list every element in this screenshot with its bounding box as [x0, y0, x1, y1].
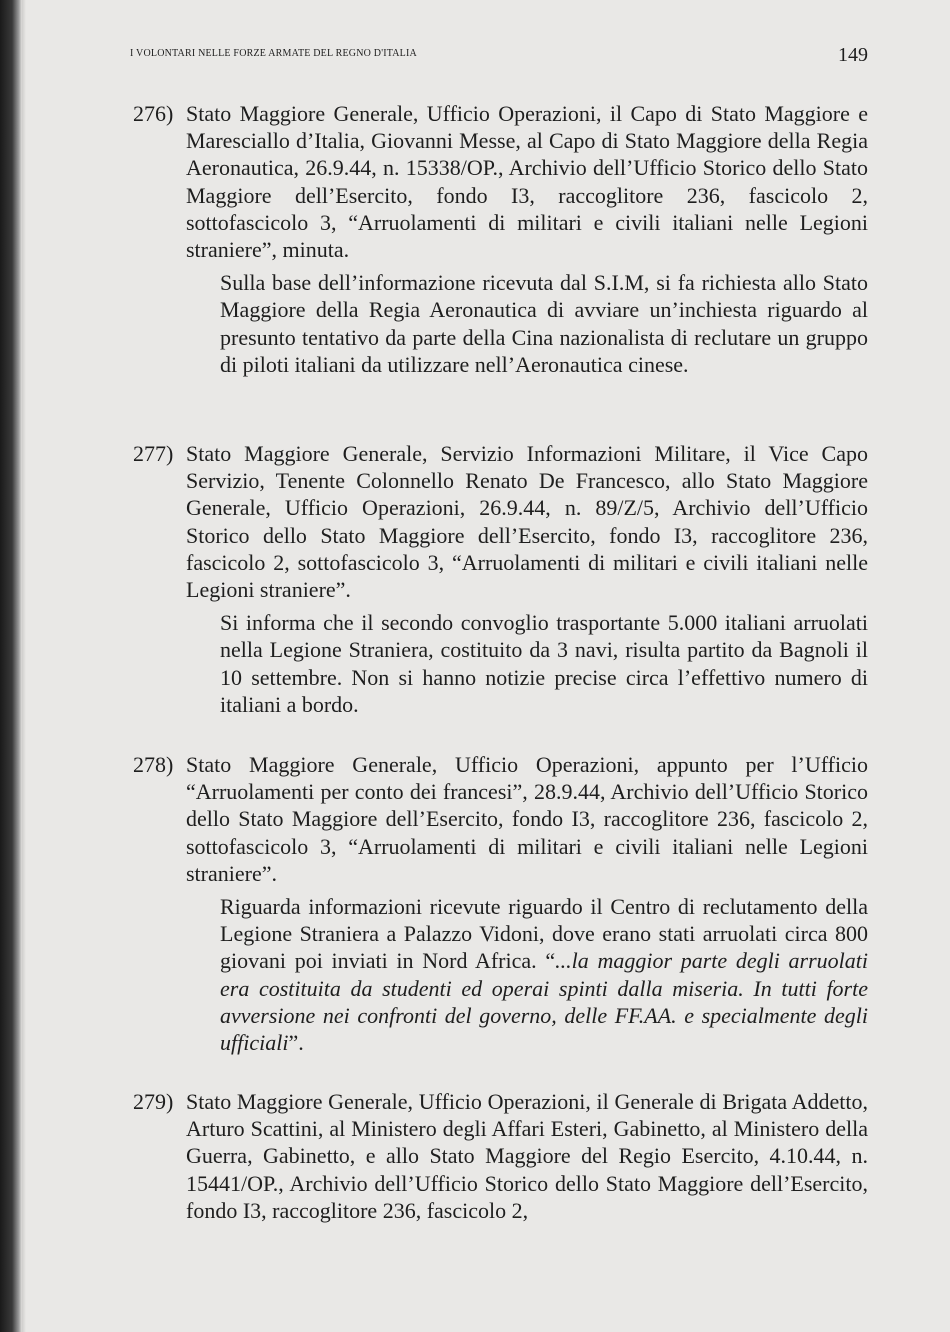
footnote-entry-277: [133, 440, 868, 718]
archival-reference: Stato Maggiore Generale, Ufficio Operazioni, il Capo di Stato Maggiore e Maresciallo d’Italia, Giovanni Messe, al Capo di Stato Maggiore della Regia Aeronautica, 26.9.44, n. 15338/OP., Archivio dell’Ufficio Storico dello Stato Maggiore dell’Esercito, fondo I3, raccoglitore 236, fascicolo 2, sottofascicolo 3, “Arruolamenti di militari e civili italiani nelle Legioni straniere”, minuta.: [186, 101, 868, 263]
entry-summary: Sulla base dell’informazione ricevuta dal S.I.M, si fa richiesta allo Stato Maggiore della Regia Aeronautica di avviare un’inchiesta riguardo al presunto tentativo da parte della Cina nazionalista di reclutare un gruppo di piloti italiani da utilizzare nell’Aeronautica cinese.: [220, 270, 868, 377]
gutter-edge: [22, 0, 26, 1332]
footnote-entry-279: [133, 1088, 868, 1224]
footnote-entry-276: [133, 100, 868, 378]
archival-reference: Stato Maggiore Generale, Ufficio Operazioni, appunto per l’Ufficio “Arruolamenti per conto dei francesi”, 28.9.44, Archivio dell’Ufficio Storico dello Stato Maggiore dell’Esercito, fondo I3, raccoglitore 236, fascicolo 2, sottofascicolo 3, “Arruolamenti di militari e civili italiani nelle Legioni straniere”.: [186, 752, 868, 886]
footnote-entry-278: [133, 751, 868, 1056]
summary-quote: ...la maggior parte degli arruolati era costituita da studenti ed operai spinti dalla miseria. In tutti forte avversione nei confronti del governo, delle FF.AA. e specialmente degli ufficiali: [220, 948, 869, 1056]
running-header: I VOLONTARI NELLE FORZE ARMATE DEL REGNO D'ITALIA: [130, 48, 417, 59]
book-binding-shadow: [0, 0, 22, 1332]
entry-summary: [220, 893, 868, 1056]
summary-text: Riguarda informazioni ricevute riguardo il Centro di reclutamento della Legione Straniera a Palazzo Vidoni, dove erano stati arruolati circa 800 giovani poi inviati in Nord Africa. “: [220, 894, 868, 974]
entry-number: 277): [133, 441, 174, 466]
entry-summary: Si informa che il secondo convoglio trasportante 5.000 italiani arruolati nella Legione Straniera, costituito da 3 navi, risulta partito da Bagnoli il 10 settembre. Non si hanno notizie precise circa l’effettivo numero di italiani a bordo.: [220, 610, 868, 717]
entry-number: 279): [133, 1089, 174, 1114]
entry-number: 276): [133, 101, 174, 126]
page-number: 149: [838, 44, 868, 66]
entry-number: 278): [133, 752, 174, 777]
archival-reference: Stato Maggiore Generale, Servizio Informazioni Militare, il Vice Capo Servizio, Tenente Colonnello Renato De Francesco, allo Stato Maggiore Generale, Ufficio Operazioni, 26.9.44, n. 89/Z/5, Archivio dell’Ufficio Storico dello Stato Maggiore dell’Esercito, fondo I3, raccoglitore 236, fascicolo 2, sottofascicolo 3, “Arruolamenti di militari e civili italiani nelle Legioni straniere”.: [186, 441, 868, 603]
archival-reference: Stato Maggiore Generale, Ufficio Operazioni, il Generale di Brigata Addetto, Arturo Scattini, al Ministero degli Affari Esteri, Gabinetto, al Ministero della Guerra, Gabinetto, e allo Stato Maggiore del Regio Esercito, 4.10.44, n. 15441/OP., Archivio dell’Ufficio Storico dello Stato Maggiore dell’Esercito, fondo I3, raccoglitore 236, fascicolo 2,: [186, 1089, 868, 1223]
summary-end: ”.: [288, 1030, 304, 1056]
